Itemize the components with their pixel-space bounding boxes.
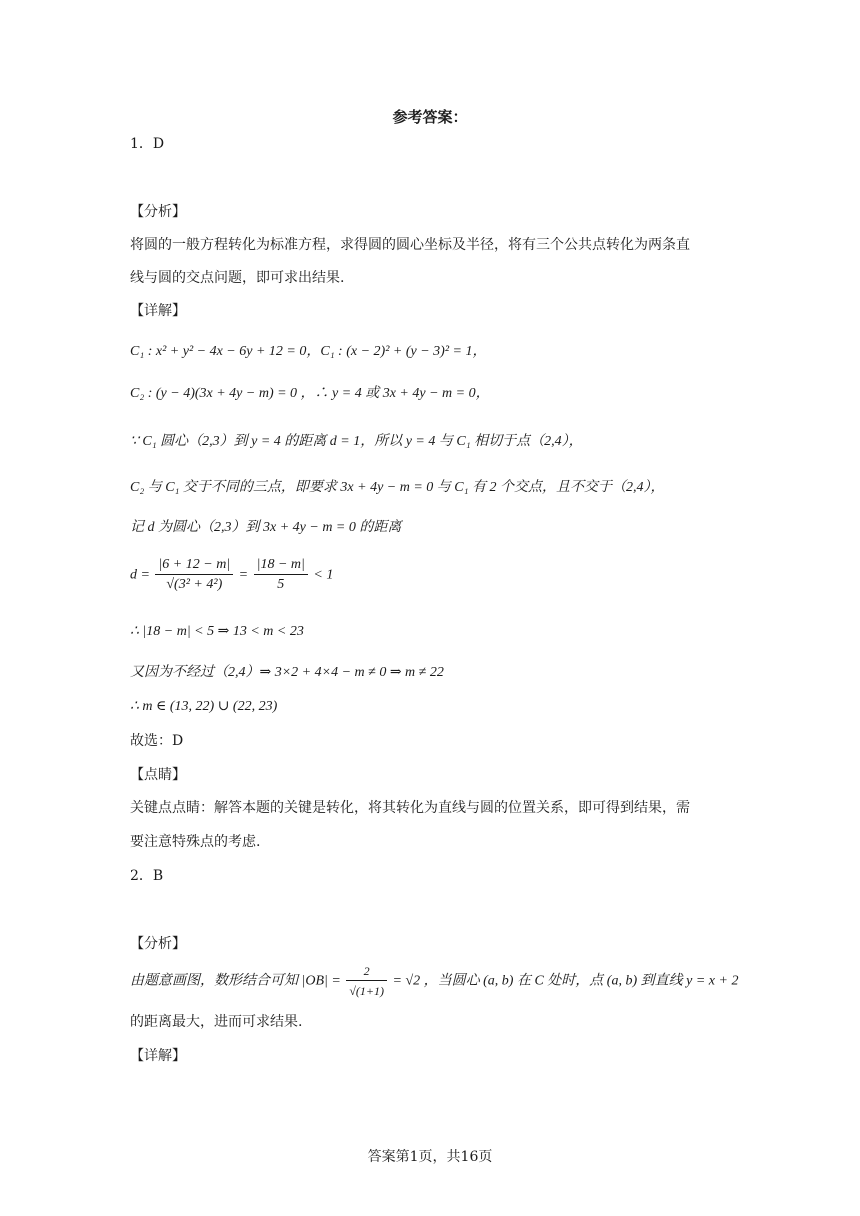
- formula-equals: =: [238, 567, 249, 583]
- formula-rhs: < 1: [313, 567, 334, 583]
- q1-detail-heading: 【详解】: [130, 303, 186, 319]
- q1-detail-line-9: ∴ m ∈ (13, 22) ∪ (22, 23): [130, 699, 278, 714]
- fraction-1-numerator: |6 + 12 − m|: [155, 556, 233, 575]
- q1-detail-line-5: 记 d 为圆心（2,3）到 3x + 4y − m = 0 的距离: [130, 520, 402, 535]
- q1-answer: 1．D: [130, 136, 165, 152]
- q2-answer: 2．B: [130, 868, 164, 884]
- q1-analysis-line-1: 将圆的一般方程转化为标准方程，求得圆的圆心坐标及半径，将有三个公共点转化为两条直: [130, 237, 690, 253]
- q1-analysis-heading: 【分析】: [130, 204, 186, 220]
- q1-detail-line-2: C₂ : (y − 4)(3x + 4y − m) = 0 ，∴ y = 4 或 3x + 4y − m = 0，: [130, 386, 490, 401]
- q1-comment-heading: 【点睛】: [130, 767, 186, 783]
- q1-detail-line-7: ∴ |18 − m| < 5 ⇒ 13 < m < 23: [130, 624, 304, 639]
- page-title: 参考答案：: [392, 108, 468, 126]
- page-footer: 答案第1页，共16页: [367, 1149, 493, 1165]
- q1-detail-line-1: C₁ : x² + y² − 4x − 6y + 12 = 0，C₁ : (x − 2)² + (y − 3)² = 1，: [130, 344, 487, 359]
- q1-comment-line-2: 要注意特殊点的考虑.: [130, 834, 261, 850]
- fraction-1-denominator: √(3² + 4²): [166, 577, 223, 592]
- q1-detail-line-8: 又因为不经过（2,4）⇒ 3×2 + 4×4 − m ≠ 0 ⇒ m ≠ 22: [130, 665, 444, 680]
- fraction-2-denominator: 5: [277, 577, 285, 592]
- q1-comment-line-1: 关键点点睛：解答本题的关键是转化，将其转化为直线与圆的位置关系，即可得到结果，需: [130, 800, 690, 816]
- q2-analysis-line-2: 的距离最大，进而可求结果.: [130, 1014, 303, 1030]
- q1-detail-line-4: C₂ 与 C₁ 交于不同的三点，即要求 3x + 4y − m = 0 与 C₁ 有 2 个交点，且不交于（2,4），: [130, 480, 665, 495]
- q2-analysis-heading: 【分析】: [130, 936, 186, 952]
- q1-detail-line-3: ∵ C₁ 圆心（2,3）到 y = 4 的距离 d = 1，所以 y = 4 与 C₁ 相切于点（2,4），: [130, 434, 583, 449]
- q1-analysis-line-2: 线与圆的交点问题，即可求出结果.: [130, 270, 345, 286]
- q2-analysis-line-1: [130, 962, 738, 1001]
- fraction-2: [254, 556, 308, 595]
- fraction-1: [155, 556, 233, 595]
- formula-lhs: d =: [130, 567, 150, 583]
- q2-analysis-post: = √2 ，当圆心 (a, b) 在 C 处时，点 (a, b) 到直线 y = x + 2: [392, 973, 739, 989]
- q2-fraction-numerator: 2: [346, 962, 387, 981]
- q2-fraction: [346, 962, 387, 1001]
- q2-detail-heading: 【详解】: [130, 1048, 186, 1064]
- q1-distance-formula: [130, 556, 333, 595]
- q2-analysis-pre: 由题意画图，数形结合可知 |OB| =: [130, 973, 341, 989]
- q2-fraction-denominator: √(1+1): [349, 984, 384, 998]
- q1-choice: 故选：D: [130, 733, 184, 749]
- fraction-2-numerator: |18 − m|: [254, 556, 308, 575]
